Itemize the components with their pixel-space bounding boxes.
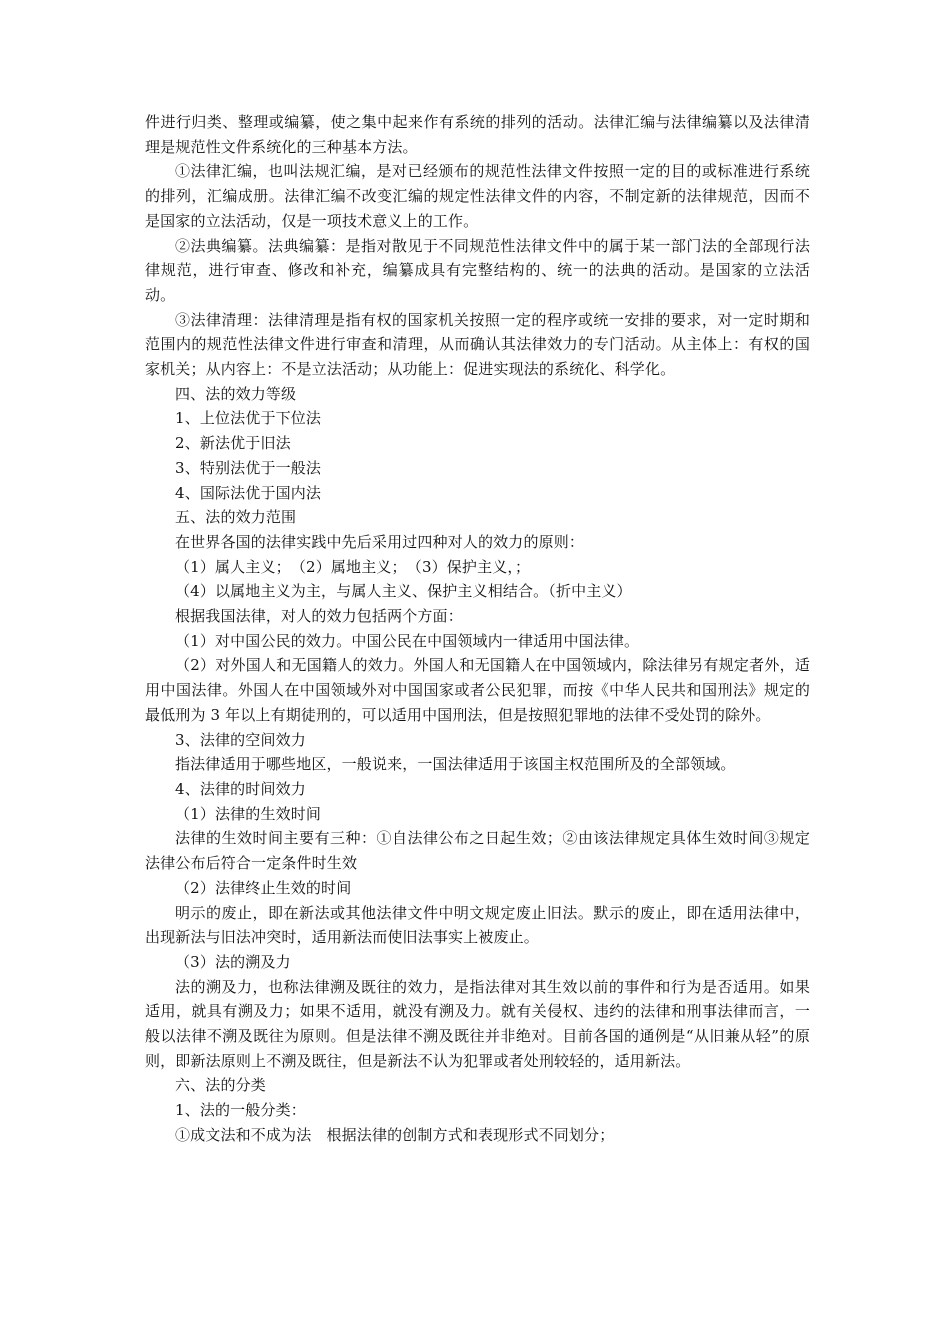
paragraph: 法律的生效时间主要有三种：①自法律公布之日起生效；②由该法律规定具体生效时间③规定法律公布后符合一定条件时生效 <box>145 829 810 873</box>
list-item: （2）对外国人和无国籍人的效力。外国人和无国籍人在中国领域内，除法律另有规定者外，适用中国法律。外国人在中国领域外对中国国家或者公民犯罪，而按《中华人民共和国刑法》规定的最低刑为 3 年以上有期徒刑的，可以适用中国刑法，但是按照犯罪地的法律不受处罚的除外。 <box>145 656 810 724</box>
list-item: 4、国际法优于国内法 <box>175 483 322 502</box>
subheading: （1）法律的生效时间 <box>175 804 322 823</box>
section-heading-effect-scope: 五、法的效力范围 <box>175 508 297 527</box>
subheading: （2）法律终止生效的时间 <box>175 878 352 897</box>
section-heading-effect-hierarchy: 四、法的效力等级 <box>175 384 297 403</box>
document-page <box>145 110 810 1148</box>
list-item: （4）以属地主义为主，与属人主义、保护主义相结合。（折中主义） <box>175 582 632 601</box>
paragraph-codification: ②法典编纂。法典编纂：是指对散见于不同规范性法律文件中的属于某一部门法的全部现行法律规范，进行审查、修改和补充，编纂成具有完整结构的、统一的法典的活动。是国家的立法活动。 <box>145 236 810 304</box>
paragraph-legal-cleanup: ③法律清理：法律清理是指有权的国家机关按照一定的程序或统一安排的要求，对一定时期和范围内的规范性法律文件进行审查和清理，从而确认其法律效力的专门活动。从主体上：有权的国家机关；从内容上：不是立法活动；从功能上：促进实现法的系统化、科学化。 <box>145 310 810 379</box>
paragraph: 明示的废止，即在新法或其他法律文件中明文规定废止旧法。默示的废止，即在适用法律中，出现新法与旧法冲突时，适用新法而使旧法事实上被废止。 <box>145 903 810 947</box>
subheading-spatial-effect: 3、法律的空间效力 <box>175 730 306 749</box>
list-item: ①成文法和不成为法 根据法律的创制方式和表现形式不同划分； <box>175 1125 615 1144</box>
list-item: （1）对中国公民的效力。中国公民在中国领域内一律适用中国法律。 <box>175 631 640 650</box>
list-item: 1、上位法优于下位法 <box>175 409 322 428</box>
list-item: 2、新法优于旧法 <box>175 434 291 453</box>
subheading-temporal-effect: 4、法律的时间效力 <box>175 779 306 798</box>
list-item: 3、特别法优于一般法 <box>175 458 322 477</box>
paragraph: 根据我国法律，对人的效力包括两个方面： <box>175 607 463 626</box>
subheading: 1、法的一般分类： <box>175 1101 306 1120</box>
list-item: （1）属人主义； （2）属地主义； （3）保护主义，； <box>175 557 531 576</box>
paragraph-continuation: 件进行归类、整理或编纂，使之集中起来作有系统的排列的活动。法律汇编与法律编纂以及法律清理是规范性文件系统化的三种基本方法。 <box>145 113 810 156</box>
paragraph-legal-compilation: ①法律汇编，也叫法规汇编，是对已经颁布的规范性法律文件按照一定的目的或标准进行系统的排列，汇编成册。法律汇编不改变汇编的规定性法律文件的内容，不制定新的法律规范，因而不是国家的立法活动，仅是一项技术意义上的工作。 <box>145 162 810 230</box>
paragraph: 法的溯及力，也称法律溯及既往的效力，是指法律对其生效以前的事件和行为是否适用。如果适用，就具有溯及力；如果不适用，就没有溯及力。就有关侵权、违约的法律和刑事法律而言，一般以法律不溯及既往为原则。但是法律不溯及既往并非绝对。目前各国的通例是“从旧兼从轻”的原则，即新法原则上不溯及既往，但是新法不认为犯罪或者处刑较轻的，适用新法。 <box>145 977 810 1070</box>
paragraph: 在世界各国的法律实践中先后采用过四种对人的效力的原则： <box>175 532 585 551</box>
section-heading-classification: 六、法的分类 <box>175 1076 266 1095</box>
subheading: （3）法的溯及力 <box>175 952 291 971</box>
paragraph: 指法律适用于哪些地区，一般说来，一国法律适用于该国主权范围所及的全部领域。 <box>175 755 736 774</box>
